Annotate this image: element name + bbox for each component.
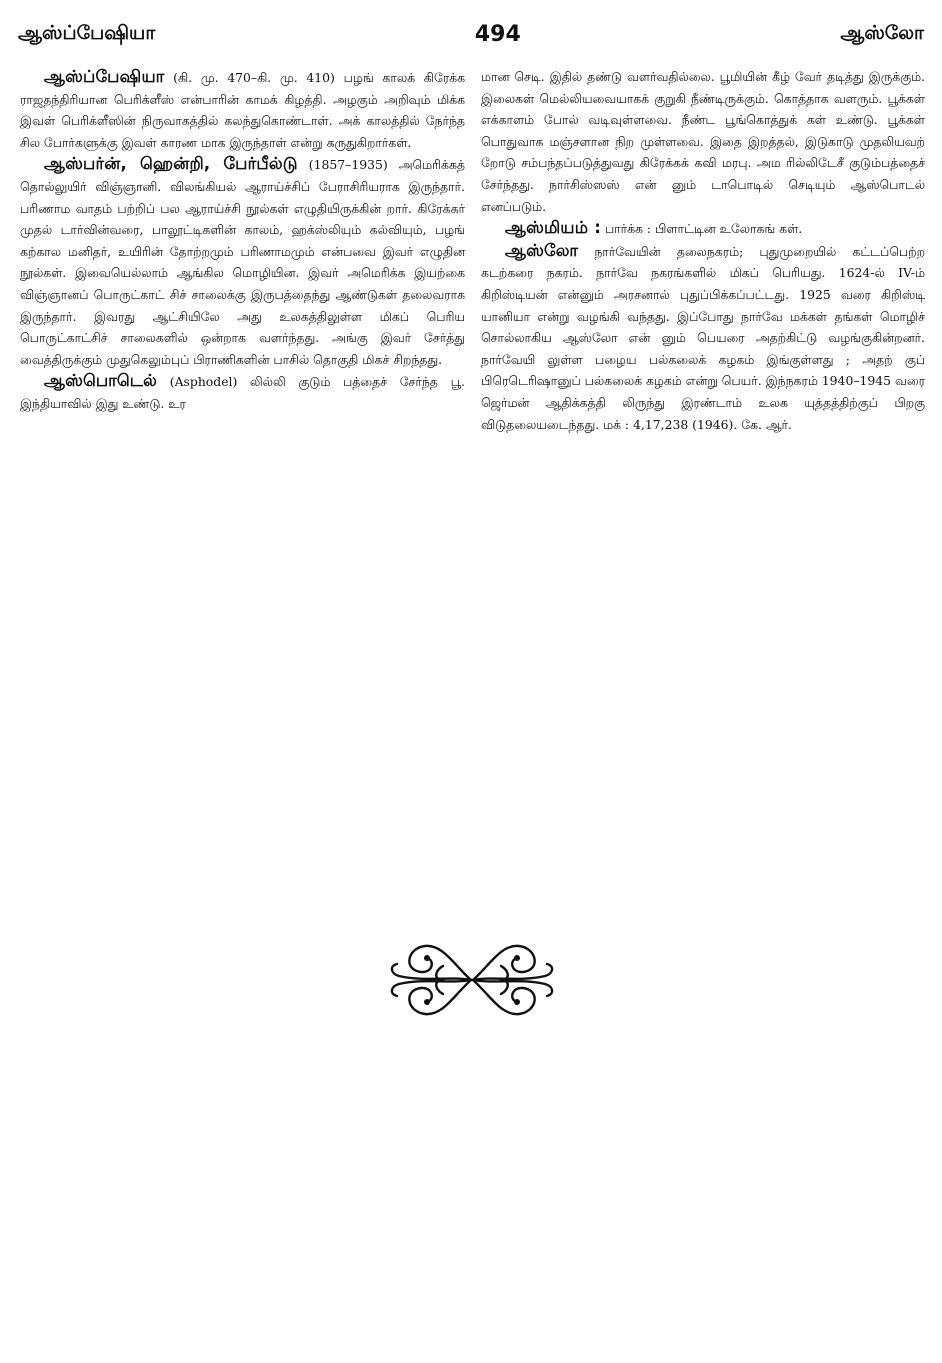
scroll-ornament-icon (385, 936, 559, 1024)
right-column (481, 66, 925, 435)
entry-oslo (481, 240, 925, 435)
entry-asphodel (20, 370, 465, 414)
right-guide-word: ஆஸ்லோ (840, 21, 924, 44)
entry-osmium (481, 217, 925, 240)
entry-heading: ஆஸ்பொடெல் (44, 371, 158, 391)
entry-body: (1857–1935) அமெரிக்கத் தொல்லுயிர் விஞ்ஞானி. விலங்கியல் ஆராய்ச்சிப் பேராசிரியராக இருந்தார். பரிணாம வாதம் பற்றிப் பல ஆராய்ச்சி நூல்கள் எழுதியிருக்கின் றார். கிரேக்கர் முதல் டார்வின்வரை, பாலூட்டிகளின் காலம், ஹக்ஸ்லியும் கல்வியும், பழங் கற்கால மனிதர், உயிரின் தோற்றமும் பரிணாமமும் என்பவை இவர் எழுதின நூல்கள். இவையெல்லாம் ஆங்கில மொழியின. இவர் அமெரிக்க இயற்கை விஞ்ஞானப் பொருட்காட் சிச் சாலைக்கு இருபத்தைந்து ஆண்டுகள் தலைவராக இருந்தார். இவரது ஆட்சியிலே அது உலகத்திலுள்ள மிகப் பெரிய பொருட்காட்சிச் சாலைகளில் ஒன்றாக வளர்ந்தது. அங்கு இவர் சேர்த்து வைத்திருக்கும் முதுகெலும்புப் பிராணிகளின் பாசில் தொகுதி மிகச் சிறந்தது. (20, 157, 465, 367)
entry-heading: ஆஸ்மியம் : (505, 218, 602, 238)
left-column (20, 66, 465, 415)
entry-heading: ஆஸ்பர்ன், ஹென்றி, பேர்பீல்டு (44, 154, 298, 174)
entry-body: (கி. மு. 470–கி. மு. 410) பழங் காலக் கிரேக்க ராஜதந்திரியான பெரிக்ளீஸ் என்பாரின் காமக் கிழத்தி. அழகும் அறிவும் மிக்க இவள் பெரிக்ளீஸின் நிருவாகத்தில் கலந்துகொண்டாள். அக் காலத்தில் நேர்ந்த சில போர்களுக்கு இவள் காரண மாக இருந்தாள் என்று கருதுகிறார்கள். (20, 70, 465, 150)
entry-osborn (20, 153, 465, 370)
left-guide-word: ஆஸ்ப்பேஷியா (18, 21, 156, 44)
entry-body: (Asphodel) லில்லி குடும் பத்தைச் சேர்ந்த பூ. இந்தியாவில் இது உண்டு. உர (20, 374, 465, 411)
entry-body: நார்வேயின் தலைநகரம்; புதுமுறையில் கட்டப்பெற்ற கடற்கரை நகரம். நார்வே நகரங்களில் மிகப் பெரியது. 1624-ல் IV-ம் கிறிஸ்டியன் என்னும் அரசனால் புதுப்பிக்கப்பட்டது. 1925 வரை கிறிஸ்டி யானியா என்று வழங்கி வந்தது. இப்போது நார்வே மக்கள் தங்கள் மொழிச் சொல்லாகிய ஆஸ்லோ என் னும் பெயரை அதற்கிட்டு வழங்குகின்றனர். நார்வேயி லுள்ள பழைய பல்கலைக் கழகம் இங்குள்ளது ; அதற் குப் பிரெடெரிஷானுப் பல்கலைக் கழகம் என்று பெயர். இந்நகரம் 1940–1945 வரை ஜெர்மன் ஆதிக்கத்தி லிருந்து இரண்டாம் உலக யுத்தத்திற்குப் பிறகு விடுதலையடைந்தது. மக் : 4,17,238 (1946). கே. ஆர். (481, 243, 925, 432)
entry-body: பார்க்க : பிளாட்டின உலோகங் கள். (601, 221, 803, 237)
page-header (18, 18, 924, 50)
entry-asphodel-continued (481, 66, 925, 217)
entry-heading: ஆஸ்லோ (505, 240, 579, 260)
entry-body: மான செடி. இதில் தண்டு வளர்வதில்லை. பூமியின் கீழ் வேர் தடித்து இருக்கும். இலைகள் மெல்லியவையாகக் குறுகி நீண்டிருக்கும். கொத்தாக வளரும். பூக்கள் எக்காளம் போல் வடிவுள்ளவை. நீண்ட பூங்கொத்துக் கள் உண்டு. பூக்கள் பொதுவாக மஞ்சளான நிற முள்ளவை. இதை இறத்தல், இடுகாடு முதலியவற் றோடு சம்பந்தப்படுத்துவது கிரேக்கக் கவி மரபு. அம ரில்லிடேசீ குடும்பத்தைச் சேர்ந்தது. நார்சிஸ்ஸஸ் என் னும் டாபொடில் செடியும் ஆஸ்பொடல் எனப்படும். (481, 69, 925, 214)
entry-aspasia (20, 66, 465, 153)
page-number: 494 (474, 21, 521, 47)
entry-heading: ஆஸ்ப்பேஷியா (44, 67, 165, 86)
